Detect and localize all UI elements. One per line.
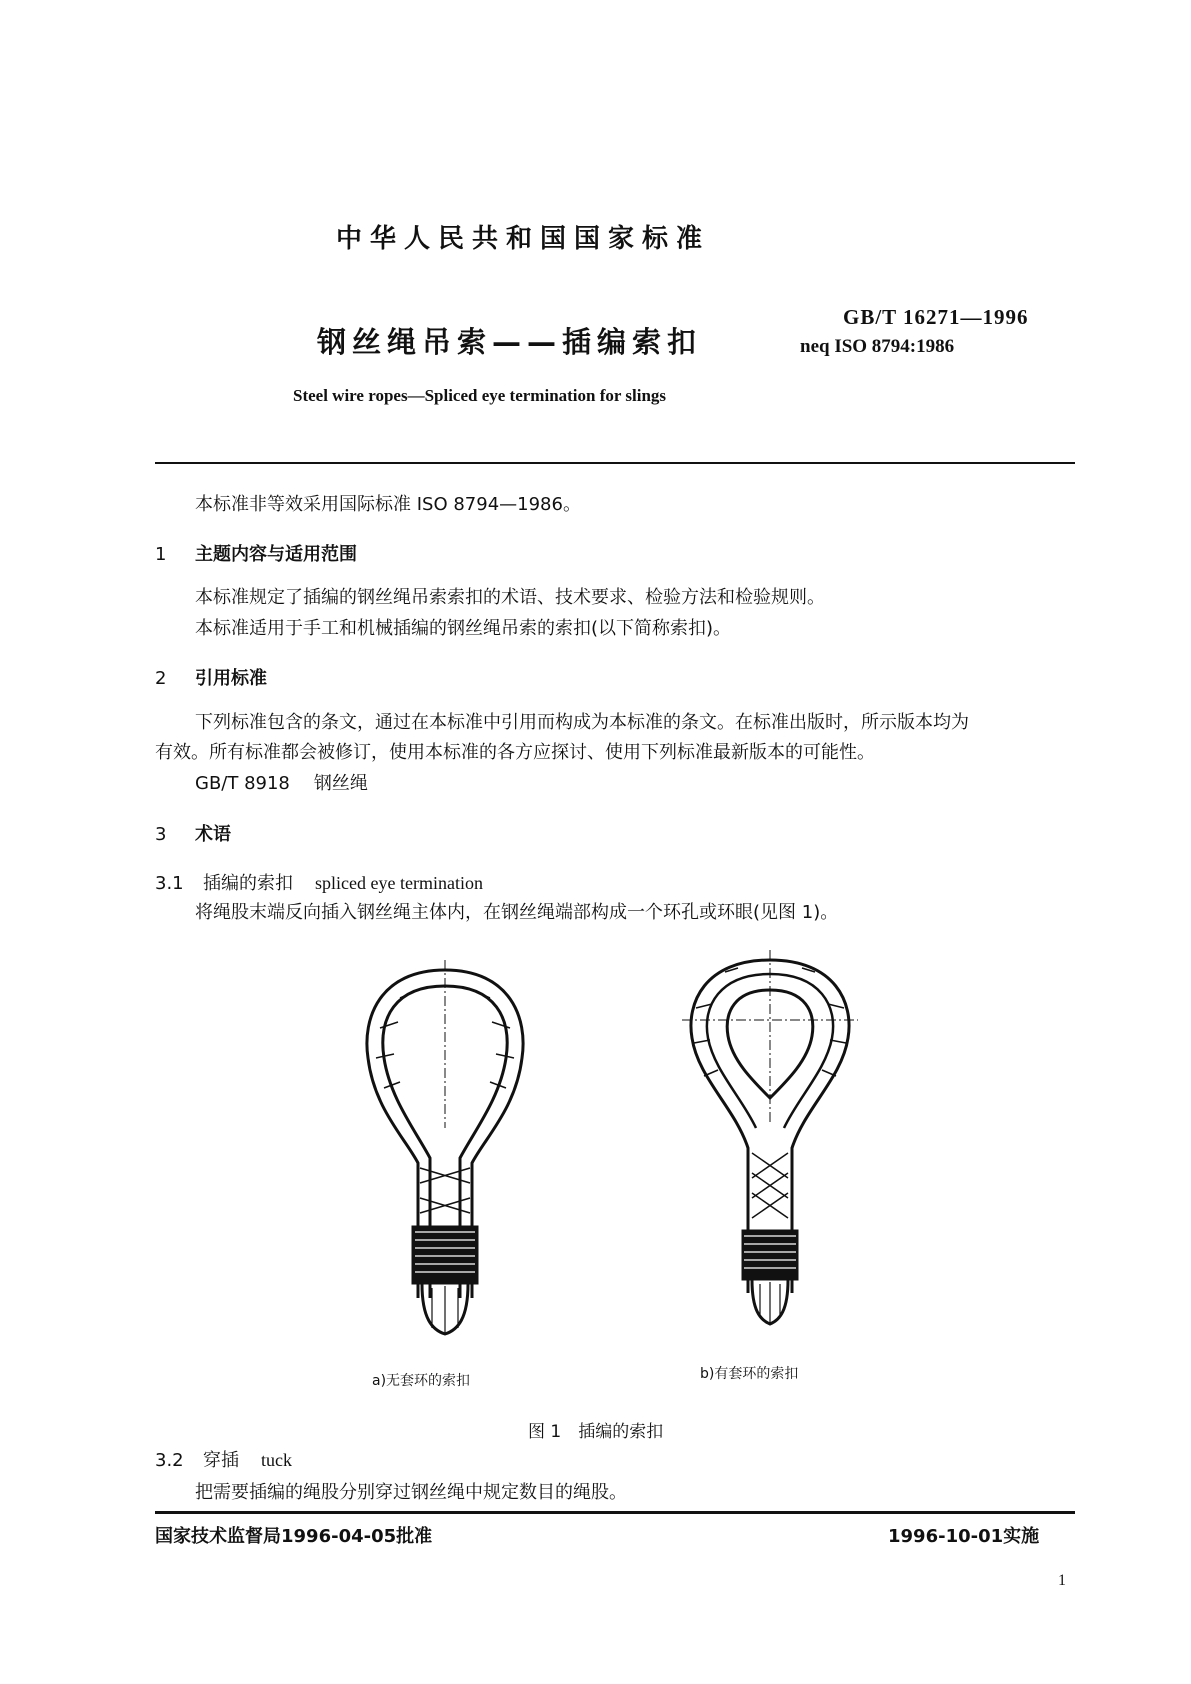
section-2-title: 引用标准 — [195, 668, 267, 689]
section-3-title: 术语 — [195, 824, 231, 845]
section-2-para-line-1: 下列标准包含的条文，通过在本标准中引用而构成为本标准的条文。在标准出版时，所示版本均为 — [195, 712, 969, 733]
national-standard-heading: 中华人民共和国国家标准 — [336, 224, 711, 254]
figure-1a-caption: a)无套环的索扣 — [372, 1373, 471, 1389]
section-2-number: 2 — [155, 668, 167, 689]
standard-code: GB/T 16271—1996 — [843, 305, 1029, 329]
intro-paragraph: 本标准非等效采用国际标准 ISO 8794—1986。 — [195, 494, 581, 515]
approval-line: 国家技术监督局1996-04-05批准 — [155, 1526, 433, 1547]
term-3-1-cn: 插编的索扣 — [203, 873, 293, 894]
term-3-2-definition: 把需要插编的绳股分别穿过钢丝绳中规定数目的绳股。 — [195, 1482, 627, 1503]
figure-1b-eye-with-thimble — [680, 948, 860, 1348]
section-1-para-1: 本标准规定了插编的钢丝绳吊索索扣的术语、技术要求、检验方法和检验规则。 — [195, 587, 825, 608]
section-2-heading — [155, 664, 267, 690]
referenced-standard-title: 钢丝绳 — [313, 773, 368, 794]
term-3-2-cn: 穿插 — [203, 1450, 239, 1471]
section-1-heading — [155, 540, 357, 566]
term-3-2-number: 3.2 — [155, 1450, 184, 1471]
referenced-standard — [195, 769, 368, 798]
footer-divider — [155, 1511, 1075, 1514]
section-3-heading — [155, 820, 231, 846]
figure-1b-caption: b)有套环的索扣 — [700, 1366, 799, 1382]
page-number: 1 — [1058, 1572, 1066, 1589]
iso-reference: neq ISO 8794:1986 — [800, 336, 955, 357]
section-1-para-2: 本标准适用于手工和机械插编的钢丝绳吊索的索扣(以下简称索扣)。 — [195, 618, 732, 639]
term-3-1-number: 3.1 — [155, 873, 184, 894]
section-1-title: 主题内容与适用范围 — [195, 544, 357, 565]
term-3-1 — [155, 869, 483, 898]
section-1-number: 1 — [155, 544, 167, 565]
section-3-number: 3 — [155, 824, 167, 845]
term-3-1-en: spliced eye termination — [315, 873, 483, 893]
section-2-para-line-2: 有效。所有标准都会被修订，使用本标准的各方应探讨、使用下列标准最新版本的可能性。 — [155, 742, 875, 763]
english-title: Steel wire ropes—Spliced eye termination for slings — [293, 386, 667, 405]
effective-date: 1996-10-01实施 — [888, 1526, 1040, 1547]
term-3-2-en: tuck — [261, 1450, 292, 1470]
figure-1-title: 图 1 插编的索扣 — [528, 1422, 664, 1442]
document-title: 钢丝绳吊索——插编索扣 — [317, 325, 703, 359]
term-3-1-definition: 将绳股末端反向插入钢丝绳主体内，在钢丝绳端部构成一个环孔或环眼(见图 1)。 — [195, 902, 839, 923]
figure-1a-eye-without-thimble — [360, 958, 530, 1348]
header-divider — [155, 462, 1075, 464]
referenced-standard-code: GB/T 8918 — [195, 773, 290, 794]
term-3-2 — [155, 1446, 292, 1475]
